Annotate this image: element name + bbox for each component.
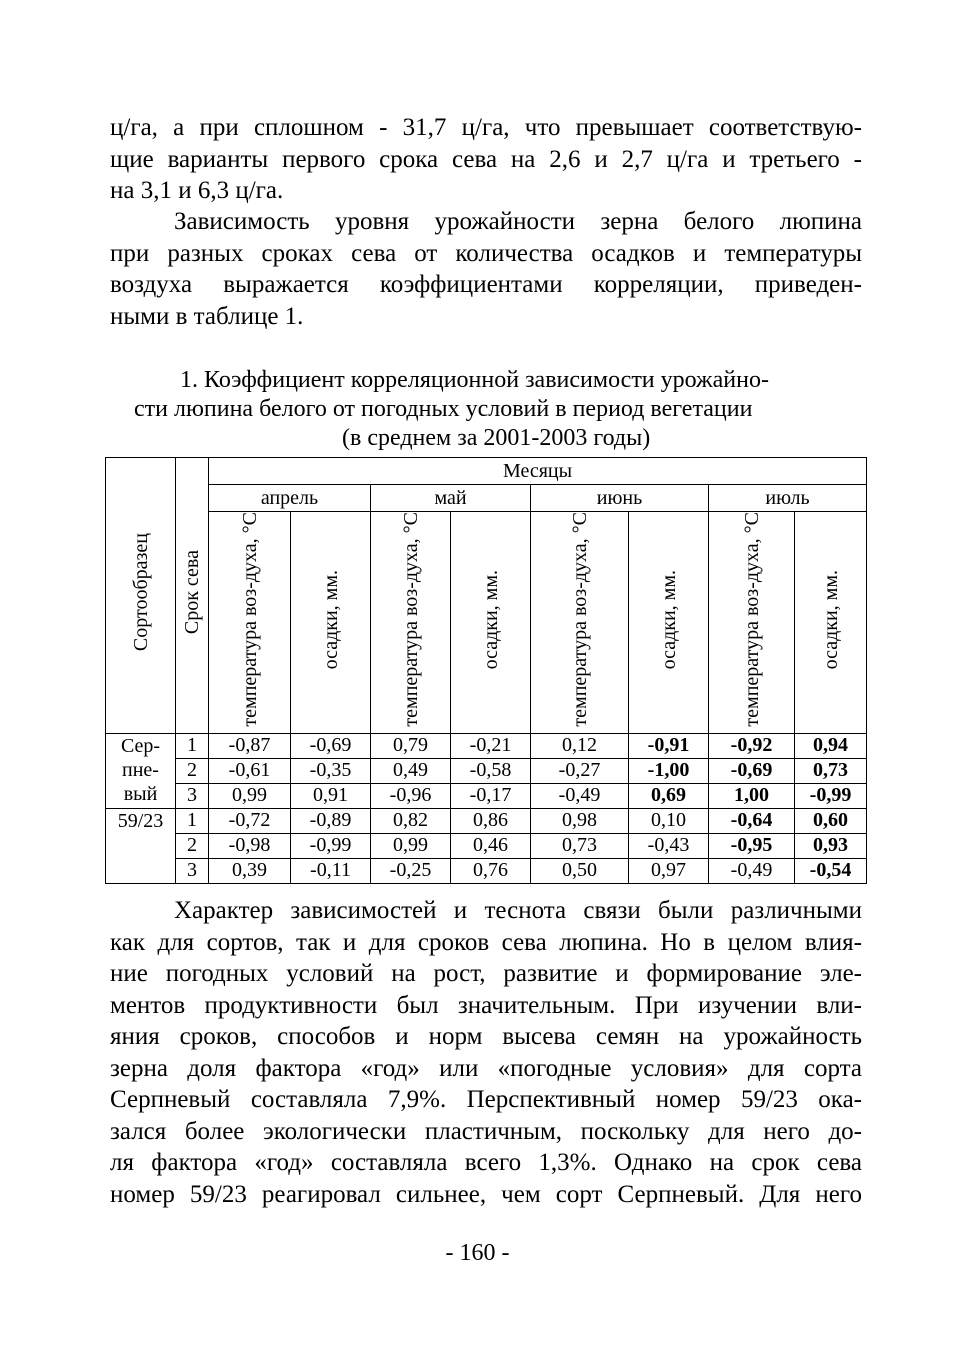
text-line: как для сортов, так и для сроков сева люпина. Но в целом влия- bbox=[110, 928, 862, 956]
value-cell: 0,73 bbox=[795, 758, 867, 783]
value-cell: -0,69 bbox=[709, 758, 795, 783]
value-cell: 0,99 bbox=[209, 783, 291, 808]
value-cell: -0,17 bbox=[451, 783, 531, 808]
header-month-april: апрель bbox=[209, 485, 371, 512]
value-cell: 0,39 bbox=[209, 858, 291, 883]
value-cell: -0,95 bbox=[709, 833, 795, 858]
header-precip-june: осадки, мм. bbox=[629, 512, 709, 734]
text-line: ными в таблице 1. bbox=[110, 302, 304, 330]
variety-name-cell: 59/23 bbox=[106, 808, 176, 883]
value-cell: -0,99 bbox=[291, 833, 371, 858]
text-line: воздуха выражается коэффициентами корреляции, приведен- bbox=[110, 271, 862, 298]
value-cell: 0,79 bbox=[371, 733, 451, 758]
value-cell: -0,89 bbox=[291, 808, 371, 833]
caption-line: 1. Коэффициент корреляционной зависимости урожайно- bbox=[180, 367, 769, 393]
header-temp-july: температура воз-духа, °С bbox=[709, 512, 795, 734]
value-cell: 0,46 bbox=[451, 833, 531, 858]
term-cell: 3 bbox=[176, 783, 209, 808]
term-cell: 2 bbox=[176, 833, 209, 858]
value-cell: -0,72 bbox=[209, 808, 291, 833]
value-cell: -0,98 bbox=[209, 833, 291, 858]
value-cell: -0,54 bbox=[795, 858, 867, 883]
value-cell: 0,69 bbox=[629, 783, 709, 808]
text-line: зерна доля фактора «год» или «погодные условия» для сорта bbox=[110, 1054, 862, 1082]
value-cell: 0,73 bbox=[531, 833, 629, 858]
header-precip-april: осадки, мм. bbox=[291, 512, 371, 734]
header-precip-may: осадки, мм. bbox=[451, 512, 531, 734]
text-line: Характер зависимостей и теснота связи были различными bbox=[174, 897, 862, 924]
header-temp-april: температура воз-духа, °С bbox=[209, 512, 291, 734]
caption-line: (в среднем за 2001-2003 годы) bbox=[342, 425, 651, 451]
value-cell: -0,91 bbox=[629, 733, 709, 758]
value-cell: -1,00 bbox=[629, 758, 709, 783]
table-row bbox=[106, 808, 867, 833]
value-cell: 0,93 bbox=[795, 833, 867, 858]
table-row bbox=[106, 783, 867, 808]
value-cell: 0,86 bbox=[451, 808, 531, 833]
text-line: номер 59/23 реагировал сильнее, чем сорт Серпневый. Для него bbox=[110, 1180, 862, 1208]
text-line: Зависимость уровня урожайности зерна белого люпина bbox=[174, 208, 862, 235]
text-line: ние погодных условий на рост, развитие и формирование эле- bbox=[110, 960, 862, 987]
value-cell: 0,50 bbox=[531, 858, 629, 883]
header-month-july: июль bbox=[709, 485, 867, 512]
header-month-may: май bbox=[371, 485, 531, 512]
text-line: при разных сроках сева от количества осадков и температуры bbox=[110, 239, 862, 267]
header-precip-july: осадки, мм. bbox=[795, 512, 867, 734]
paragraph-1 bbox=[110, 112, 862, 207]
table-row bbox=[106, 733, 867, 758]
value-cell: -0,43 bbox=[629, 833, 709, 858]
value-cell: -0,49 bbox=[709, 858, 795, 883]
value-cell: -0,92 bbox=[709, 733, 795, 758]
value-cell: 0,91 bbox=[291, 783, 371, 808]
correlation-table bbox=[105, 457, 867, 884]
value-cell: 1,00 bbox=[709, 783, 795, 808]
value-cell: 0,49 bbox=[371, 758, 451, 783]
header-term: Срок сева bbox=[176, 458, 209, 734]
value-cell: 0,10 bbox=[629, 808, 709, 833]
text-line: на 3,1 и 6,3 ц/га. bbox=[110, 177, 284, 204]
value-cell: -0,58 bbox=[451, 758, 531, 783]
page-number: - 160 - bbox=[445, 1240, 510, 1266]
text-line: зался более экологически пластичным, поскольку для него до- bbox=[110, 1117, 862, 1145]
value-cell: -0,69 bbox=[291, 733, 371, 758]
paragraph-3 bbox=[110, 895, 862, 1210]
value-cell: -0,64 bbox=[709, 808, 795, 833]
value-cell: -0,49 bbox=[531, 783, 629, 808]
header-month-june: июнь bbox=[531, 485, 709, 512]
value-cell: -0,35 bbox=[291, 758, 371, 783]
value-cell: 0,76 bbox=[451, 858, 531, 883]
term-cell: 1 bbox=[176, 808, 209, 833]
paragraph-2 bbox=[110, 206, 862, 332]
text-line: ля фактора «год» составляла всего 1,3%. Однако на срок сева bbox=[110, 1149, 862, 1176]
value-cell: -0,61 bbox=[209, 758, 291, 783]
value-cell: 0,97 bbox=[629, 858, 709, 883]
value-cell: 0,94 bbox=[795, 733, 867, 758]
table-row bbox=[106, 833, 867, 858]
variety-name-cell: Сер-пне-вый bbox=[106, 733, 176, 808]
value-cell: 0,60 bbox=[795, 808, 867, 833]
text-line: щие варианты первого срока сева на 2,6 и 2,7 ц/га и третьего - bbox=[110, 145, 862, 173]
header-temp-may: температура воз-духа, °С bbox=[371, 512, 451, 734]
value-cell: 0,12 bbox=[531, 733, 629, 758]
text-line: Серпневый составляла 7,9%. Перспективный номер 59/23 ока- bbox=[110, 1086, 862, 1113]
text-line: яния сроков, способов и норм высева семян на урожайность bbox=[110, 1023, 862, 1050]
table-row bbox=[106, 858, 867, 883]
caption-line: сти люпина белого от погодных условий в период вегетации bbox=[134, 396, 753, 422]
header-temp-june: температура воз-духа, °С bbox=[531, 512, 629, 734]
value-cell: 0,99 bbox=[371, 833, 451, 858]
table-caption bbox=[110, 366, 862, 453]
table-row bbox=[106, 758, 867, 783]
value-cell: 0,82 bbox=[371, 808, 451, 833]
text-line: ментов продуктивности был значительным. При изучении вли- bbox=[110, 991, 862, 1019]
value-cell: -0,11 bbox=[291, 858, 371, 883]
header-variety: Сортообразец bbox=[106, 458, 176, 734]
term-cell: 2 bbox=[176, 758, 209, 783]
value-cell: 0,98 bbox=[531, 808, 629, 833]
value-cell: -0,21 bbox=[451, 733, 531, 758]
value-cell: -0,27 bbox=[531, 758, 629, 783]
term-cell: 1 bbox=[176, 733, 209, 758]
value-cell: -0,96 bbox=[371, 783, 451, 808]
header-months: Месяцы bbox=[209, 458, 867, 485]
value-cell: -0,99 bbox=[795, 783, 867, 808]
text-line: ц/га, а при сплошном - 31,7 ц/га, что превышает соответствую- bbox=[110, 114, 862, 141]
value-cell: -0,25 bbox=[371, 858, 451, 883]
term-cell: 3 bbox=[176, 858, 209, 883]
value-cell: -0,87 bbox=[209, 733, 291, 758]
